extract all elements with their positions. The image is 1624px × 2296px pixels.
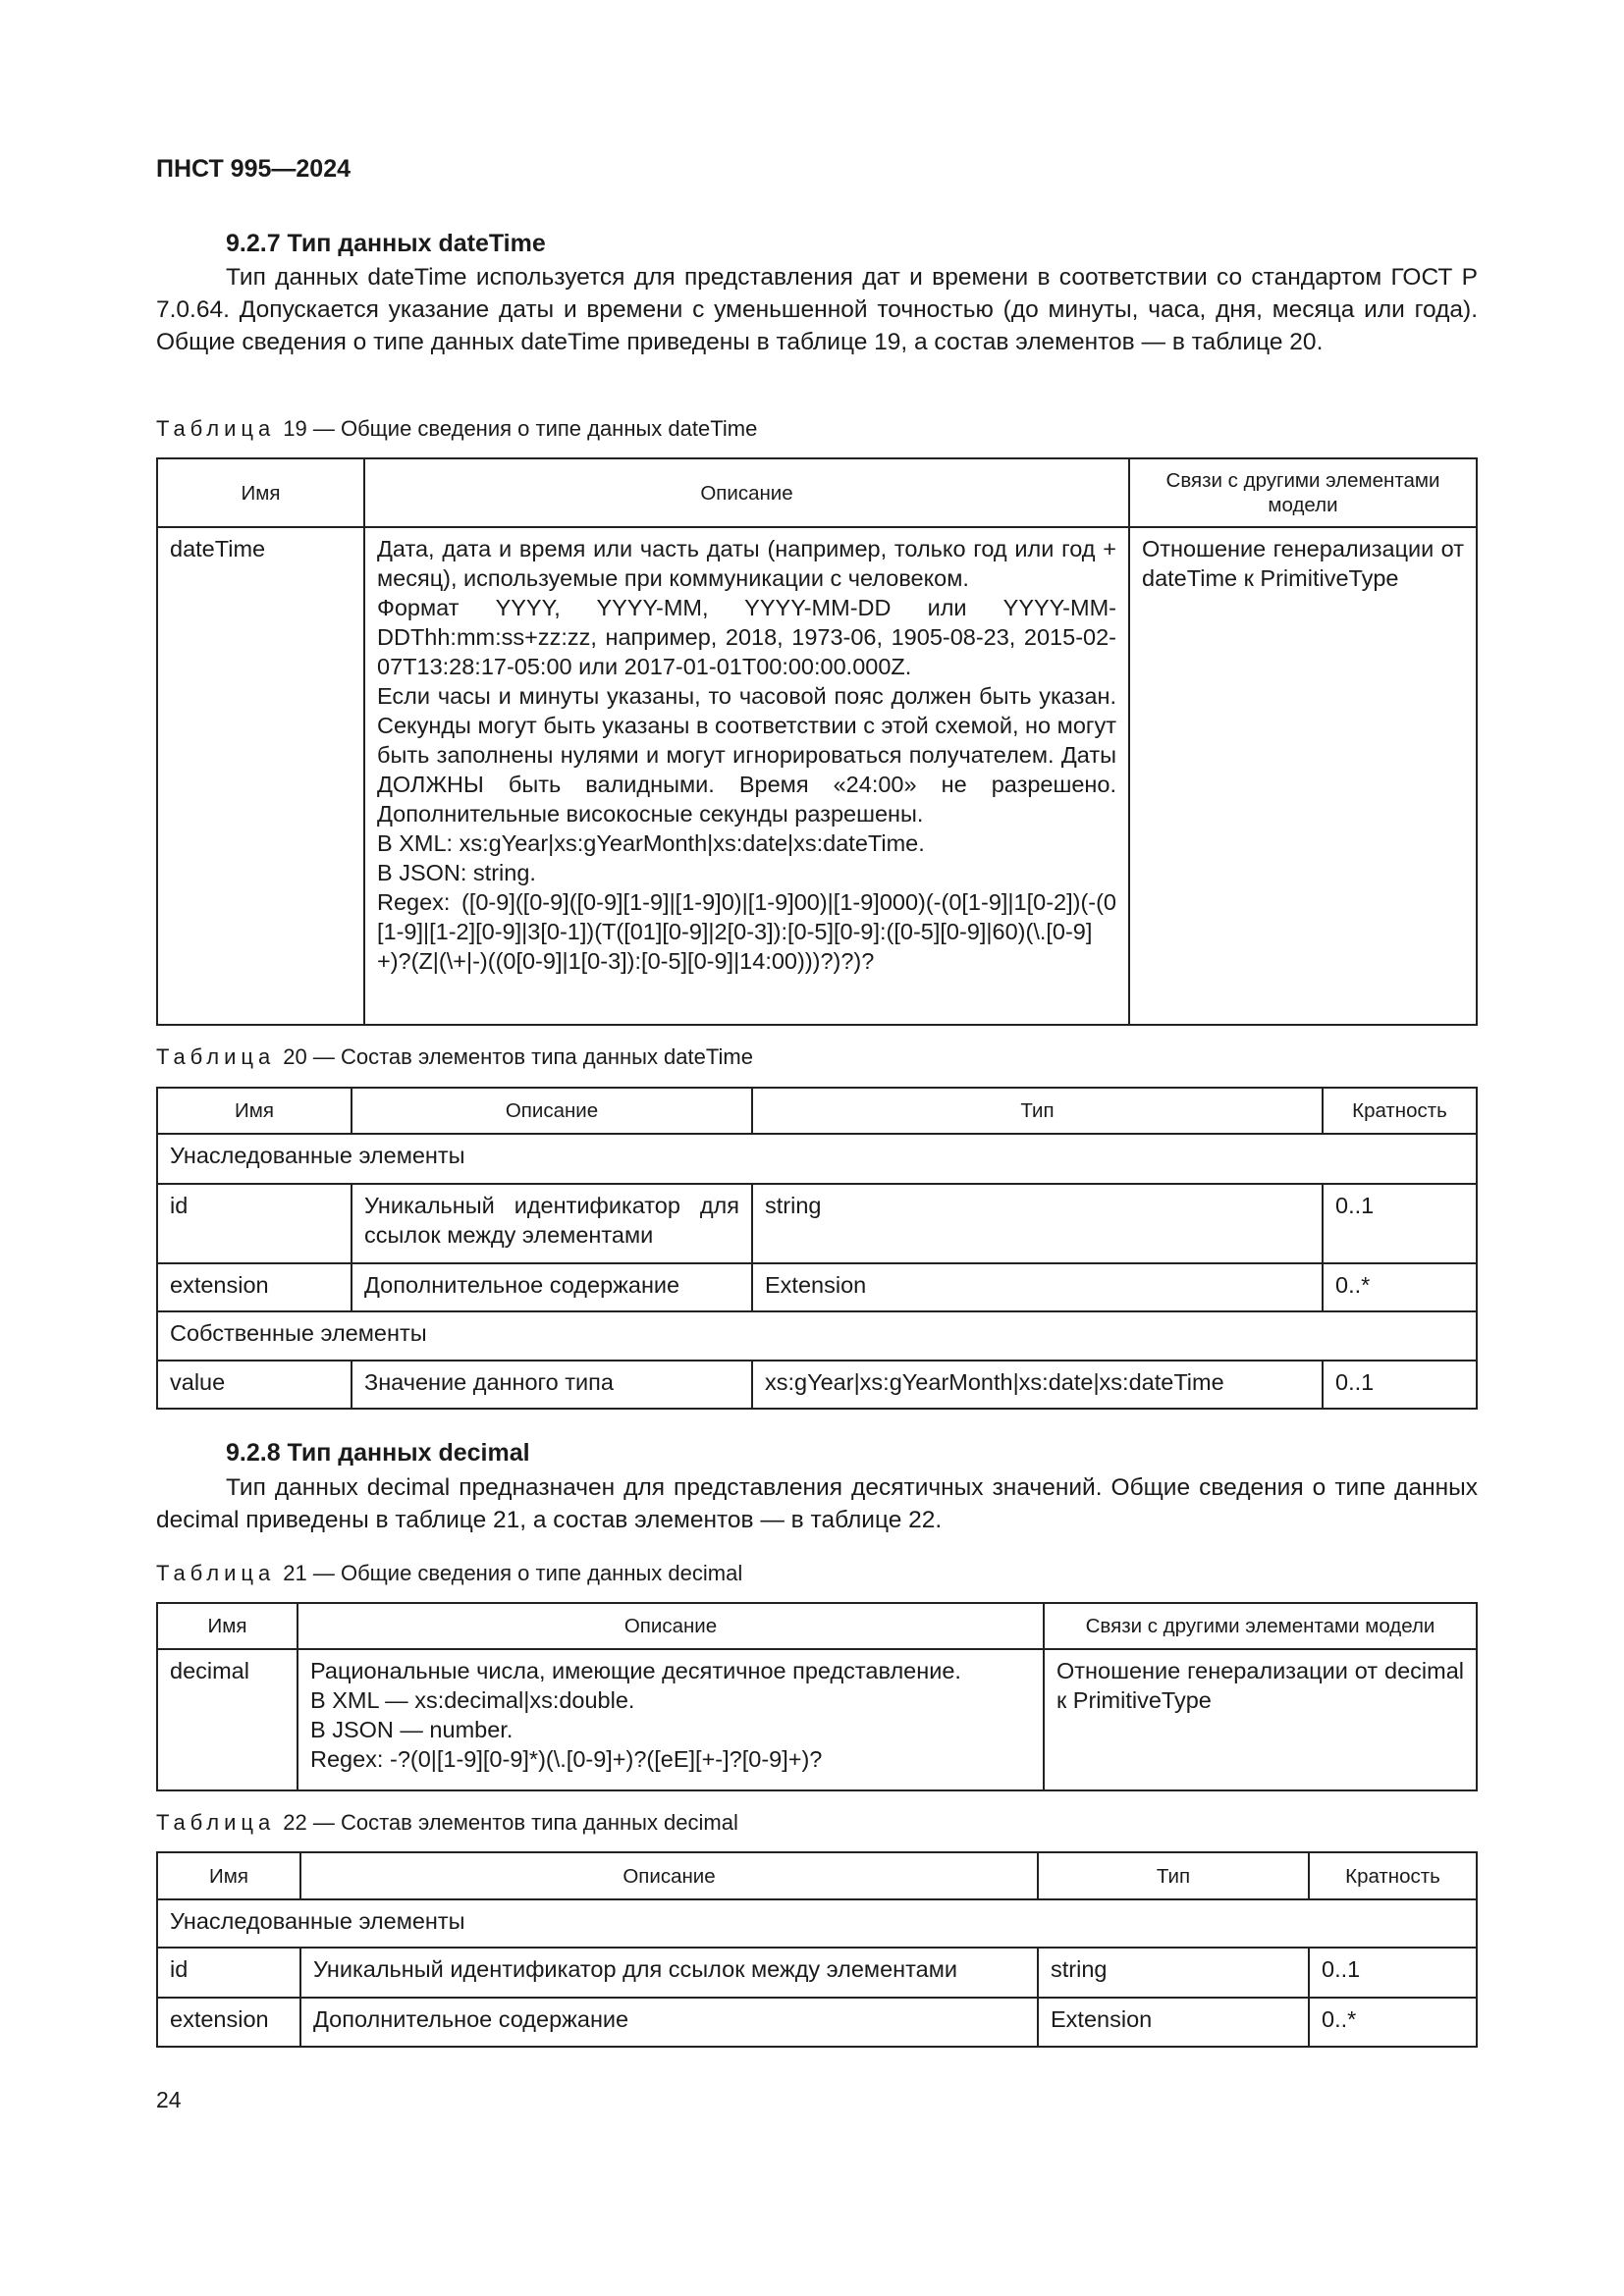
section-paragraph: [156, 261, 1478, 358]
cell: Уникальный идентификатор для ссылок между элементами: [300, 1948, 1038, 1998]
cell: 0..1: [1323, 1184, 1477, 1263]
desc-line: В XML — xs:decimal|xs:double.: [310, 1687, 635, 1713]
column-header: Описание: [352, 1088, 752, 1134]
cell: Дополнительное содержание: [352, 1263, 752, 1311]
group-row: Унаследованные элементы: [157, 1134, 1477, 1184]
section-heading-9-2-8: 9.2.8 Тип данных decimal: [226, 1439, 530, 1467]
desc-line: Формат YYYY, YYYY-MM, YYYY-MM-DD или YYYY-MM-DDThh:mm:ss+zz:zz, например, 2018, 1973-06, 1905-08-23, 2015-02-07T13:28:17-05:00 или 2017-01-01T00:00:00.000Z.: [377, 595, 1116, 679]
column-header: Связи с другими элементами модели: [1129, 458, 1477, 527]
group-row: Унаследованные элементы: [157, 1899, 1477, 1948]
cell: 0..1: [1309, 1948, 1477, 1998]
table-22: [156, 1851, 1478, 2048]
table-row: [157, 1184, 1477, 1263]
column-header: Описание: [298, 1603, 1044, 1649]
cell: Значение данного типа: [352, 1361, 752, 1409]
cell-description: [364, 527, 1129, 1025]
desc-line: Regex: -?(0|[1-9][0-9]*)(\.[0-9]+)?([eE][+-]?[0-9]+)?: [310, 1746, 823, 1772]
desc-line: Если часы и минуты указаны, то часовой пояс должен быть указан. Секунды могут быть указаны в соответствии с этой схемой, но могут быть заполнены нулями и могут игнорироваться получателем. Даты ДОЛЖНЫ быть валидными. Время «24:00» не разрешено. Дополнительные високосные секунды разрешены.: [377, 683, 1116, 827]
caption-text: 21 — Общие сведения о типе данных decimal: [283, 1561, 743, 1585]
cell-name: decimal: [157, 1649, 298, 1790]
caption-text: 22 — Состав элементов типа данных decimal: [283, 1810, 738, 1835]
cell: Уникальный идентификатор для ссылок между элементами: [352, 1184, 752, 1263]
caption-prefix: Таблица: [156, 1810, 276, 1835]
cell: string: [752, 1184, 1323, 1263]
table-row: [157, 1948, 1477, 1998]
column-header: Связи с другими элементами модели: [1044, 1603, 1477, 1649]
caption-text: 20 — Состав элементов типа данных dateTime: [283, 1044, 753, 1069]
cell: extension: [157, 1263, 352, 1311]
paragraph-text: Тип данных decimal предназначен для представления десятичных значений. Общие сведения о типе данных decimal приведены в таблице 21, а состав элементов — в таблице 22.: [156, 1474, 1478, 1533]
table-row: [157, 1361, 1477, 1409]
cell: value: [157, 1361, 352, 1409]
column-header: Описание: [364, 458, 1129, 527]
cell: Extension: [1038, 1998, 1309, 2047]
column-header: Описание: [300, 1852, 1038, 1899]
document-header: ПНСТ 995—2024: [156, 155, 351, 183]
cell: Extension: [752, 1263, 1323, 1311]
cell-relation: Отношение генерализации от dateTime к PrimitiveType: [1129, 527, 1477, 1025]
table-20: [156, 1087, 1478, 1410]
desc-line: В JSON — number.: [310, 1717, 514, 1742]
table-21: [156, 1602, 1478, 1791]
column-header: Имя: [157, 1852, 300, 1899]
desc-line: Regex: ([0-9]([0-9]([0-9][1-9]|[1-9]0)|[1-9]00)|[1-9]000)(-(0[1-9]|1[0-2])(-(0[1-9]|[1-2][0-9]|3[0-1])(T([01][0-9]|2[0-3]):[0-5][0-9]:([0-5][0-9]|60)(\.[0-9]+)?(Z|(\+|-)((0[0-9]|1[0-3]):[0-5][0-9]|14:00)))?)?)?: [377, 889, 1116, 974]
table-row: [157, 1998, 1477, 2047]
column-header: Кратность: [1323, 1088, 1477, 1134]
table-19: [156, 457, 1478, 1026]
table-20-caption: [156, 1044, 753, 1070]
cell: extension: [157, 1998, 300, 2047]
column-header: Имя: [157, 458, 364, 527]
cell: xs:gYear|xs:gYearMonth|xs:date|xs:dateTime: [752, 1361, 1323, 1409]
desc-line: В JSON: string.: [377, 860, 536, 885]
cell-description: [298, 1649, 1044, 1790]
cell: 0..*: [1323, 1263, 1477, 1311]
section-paragraph: [156, 1471, 1478, 1536]
column-header: Тип: [752, 1088, 1323, 1134]
page-number: 24: [156, 2087, 182, 2112]
column-header: Кратность: [1309, 1852, 1477, 1899]
desc-line: В XML: xs:gYear|xs:gYearMonth|xs:date|xs:dateTime.: [377, 830, 925, 856]
cell: id: [157, 1948, 300, 1998]
table-22-caption: [156, 1810, 738, 1836]
section-heading-9-2-7: 9.2.7 Тип данных dateTime: [226, 230, 546, 257]
desc-line: Рациональные числа, имеющие десятичное представление.: [310, 1658, 961, 1683]
caption-prefix: Таблица: [156, 1044, 276, 1069]
caption-prefix: Таблица: [156, 416, 276, 441]
table-19-caption: [156, 416, 757, 442]
caption-text: 19 — Общие сведения о типе данных dateTime: [283, 416, 758, 441]
column-header: Тип: [1038, 1852, 1309, 1899]
cell-name: dateTime: [157, 527, 364, 1025]
cell: 0..1: [1323, 1361, 1477, 1409]
group-row: Собственные элементы: [157, 1311, 1477, 1361]
column-header: Имя: [157, 1603, 298, 1649]
column-header: Имя: [157, 1088, 352, 1134]
cell: id: [157, 1184, 352, 1263]
cell: Дополнительное содержание: [300, 1998, 1038, 2047]
paragraph-text: Тип данных dateTime используется для представления дат и времени в соответствии со стандартом ГОСТ Р 7.0.64. Допускается указание даты и времени с уменьшенной точностью (до минуты, часа, дня, месяца или года). Общие сведения о типе данных dateTime приведены в таблице 19, а состав элементов — в таблице 20.: [156, 264, 1478, 355]
cell-relation: Отношение генерализации от decimal к PrimitiveType: [1044, 1649, 1477, 1790]
cell: 0..*: [1309, 1998, 1477, 2047]
desc-line: Дата, дата и время или часть даты (например, только год или год + месяц), используемые при коммуникации с человеком.: [377, 536, 1116, 591]
table-row: [157, 1263, 1477, 1311]
caption-prefix: Таблица: [156, 1561, 276, 1585]
cell: string: [1038, 1948, 1309, 1998]
table-21-caption: [156, 1561, 742, 1586]
